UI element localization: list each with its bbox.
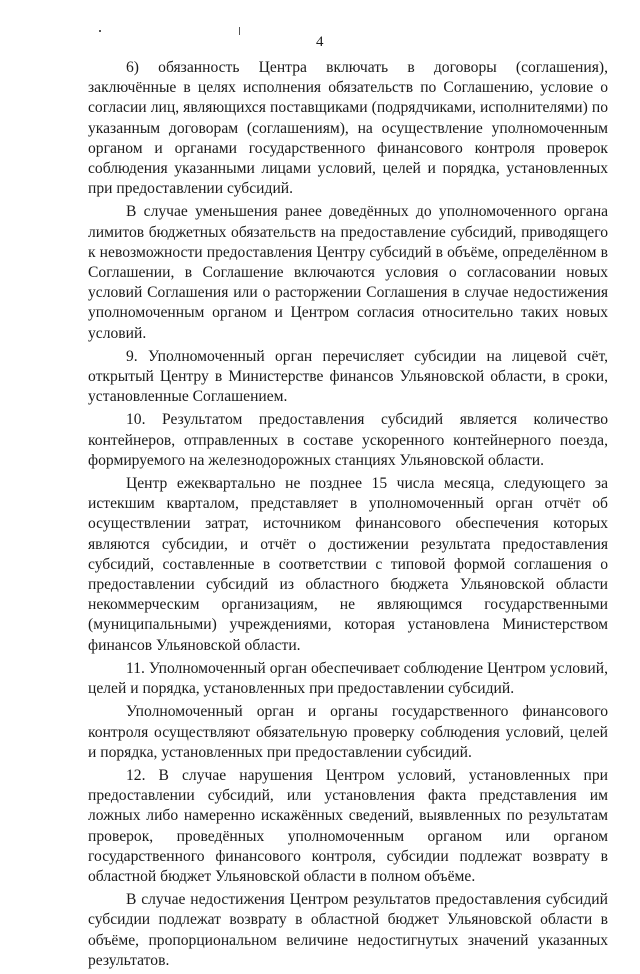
paragraph: 11. Уполномоченный орган обеспечивает соблюдение Центром условий, целей и порядка, установленных при предоставлении субсидий. — [88, 659, 608, 698]
paragraph: 9. Уполномоченный орган перечисляет субсидии на лицевой счёт, открытый Центру в Министерстве финансов Ульяновской области, в сроки, установленные Соглашением. — [88, 347, 608, 406]
paragraph: 12. В случае нарушения Центром условий, установленных при предоставлении субсидий, или установления факта представления им ложных либо намеренно искажённых сведений, выявленных по результатам проверок, проведённых уполномоченным органом или органом государственного финансового контроля, субсидии подлежат возврату в областной бюджет Ульяновской области в полном объёме. — [88, 766, 608, 885]
paragraph: В случае недостижения Центром результатов предоставления субсидий субсидии подлежат возврату в областной бюджет Ульяновской области в объёме, пропорциональном величине недостигнутых значений указанных результатов. — [88, 891, 608, 969]
document-body — [88, 58, 608, 974]
paragraph: В случае уменьшения ранее доведённых до уполномоченного органа лимитов бюджетных обязательств на предоставление субсидий, приводящего к невозможности предоставления Центру субсидий в объёме, определённом в Соглашении, в Соглашение включаются условия о согласовании новых условий Соглашения или о расторжении Соглашения в случае недостижения уполномоченным органом и Центром согласия относительно таких новых условий. — [88, 203, 608, 342]
paragraph: 10. Результатом предоставления субсидий является количество контейнеров, отправленных в составе ускоренного контейнерного поезда, формируемого на железнодорожных станциях Ульяновской области. — [88, 411, 608, 469]
paragraph: 6) обязанность Центра включать в договоры (соглашения), заключённые в целях исполнения обязательств по Соглашению, условие о согласии лиц, являющихся поставщиками (подрядчиками, исполнителями) по указанным договорам (соглашениям), на осуществление уполномоченным органом и органами государственного финансового контроля проверок соблюдения указанными лицами условий, целей и порядка, установленных при предоставлении субсидий. — [88, 59, 608, 198]
paragraph: Центр ежеквартально не позднее 15 числа месяца, следующего за истекшим кварталом, представляет в уполномоченный орган отчёт об осуществлении затрат, источником финансового обеспечения которых являются субсидии, и отчёт о достижении результата предоставления субсидий, составленные в соответствии с типовой формой соглашения о предоставлении субсидий из областного бюджета Ульяновской области некоммерческим организациям, не являющимся государственными (муниципальными) учреждениями, которая установлена Министерством финансов Ульяновской области. — [88, 475, 608, 654]
page-number: 4 — [316, 34, 324, 50]
paragraph: Уполномоченный орган и органы государственного финансового контроля осуществляют обязательную проверку соблюдения условий, целей и порядка, установленных при предоставлении субсидий. — [88, 703, 608, 761]
scan-speck — [99, 30, 101, 32]
